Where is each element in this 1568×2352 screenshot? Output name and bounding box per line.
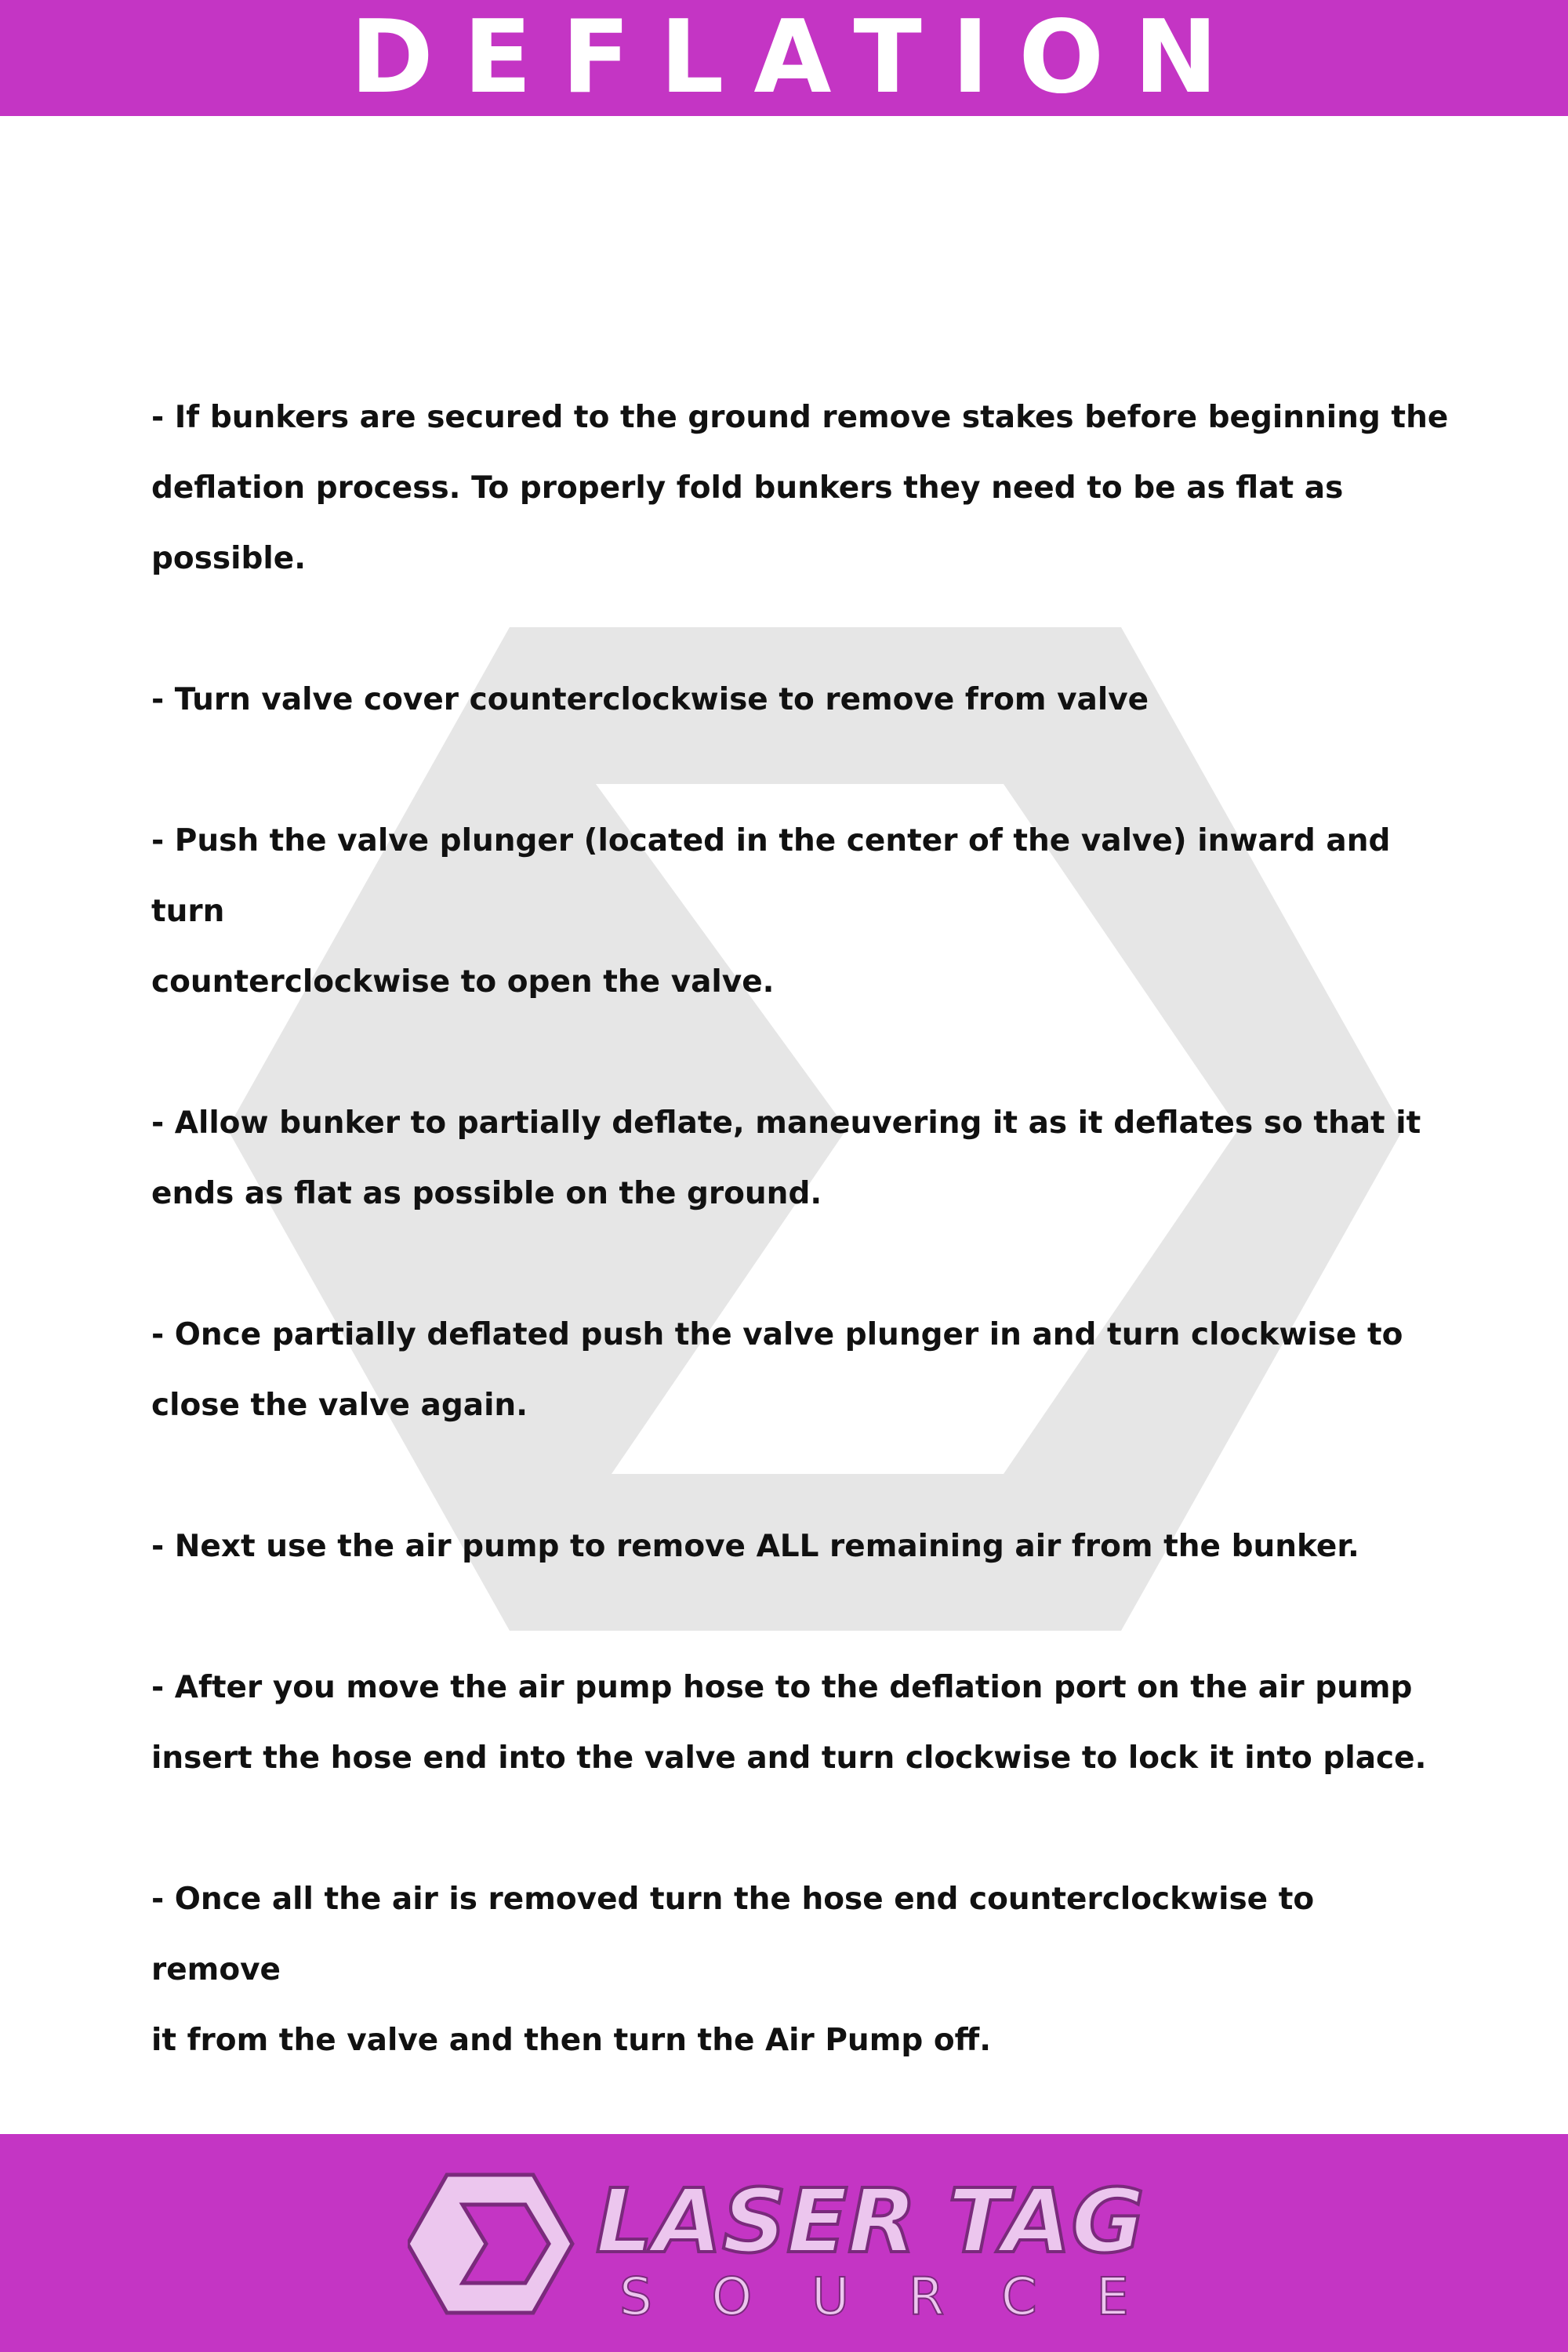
instruction-step: - Once partially deflated push the valve plunger in and turn clockwise to close the valve again.	[151, 1317, 1403, 1423]
logo-text-top: LASER TAG	[596, 2171, 1145, 2273]
instruction-step: - Allow bunker to partially deflate, maneuvering it as it deflates so that it ends as flat as possible on the ground.	[151, 1105, 1421, 1211]
laser-tag-source-logo-icon	[408, 2165, 1160, 2322]
instruction-step: - Turn valve cover counterclockwise to remove from valve	[151, 682, 1149, 717]
header-bar	[0, 0, 1568, 116]
instruction-step: - Next use the air pump to remove ALL remaining air from the bunker.	[151, 1529, 1359, 1564]
instructions-list	[151, 383, 1453, 2076]
logo-text-bottom: SOURCE	[619, 2267, 1129, 2322]
instruction-step: - After you move the air pump hose to the deflation port on the air pump insert the hose end into the valve and turn clockwise to lock it into place.	[151, 1670, 1427, 1776]
instruction-step: - If bunkers are secured to the ground remove stakes before beginning the deflation process. To properly fold bunkers they need to be as flat as possible.	[151, 400, 1449, 576]
instruction-step: - Once all the air is removed turn the hose end counterclockwise to remove it from the valve and then turn the Air Pump off.	[151, 1882, 1315, 2058]
page-title: DEFLATION	[350, 0, 1248, 116]
instruction-step: - Push the valve plunger (located in the center of the valve) inward and turn counterclockwise to open the valve.	[151, 823, 1391, 1000]
footer-bar	[0, 2134, 1568, 2352]
